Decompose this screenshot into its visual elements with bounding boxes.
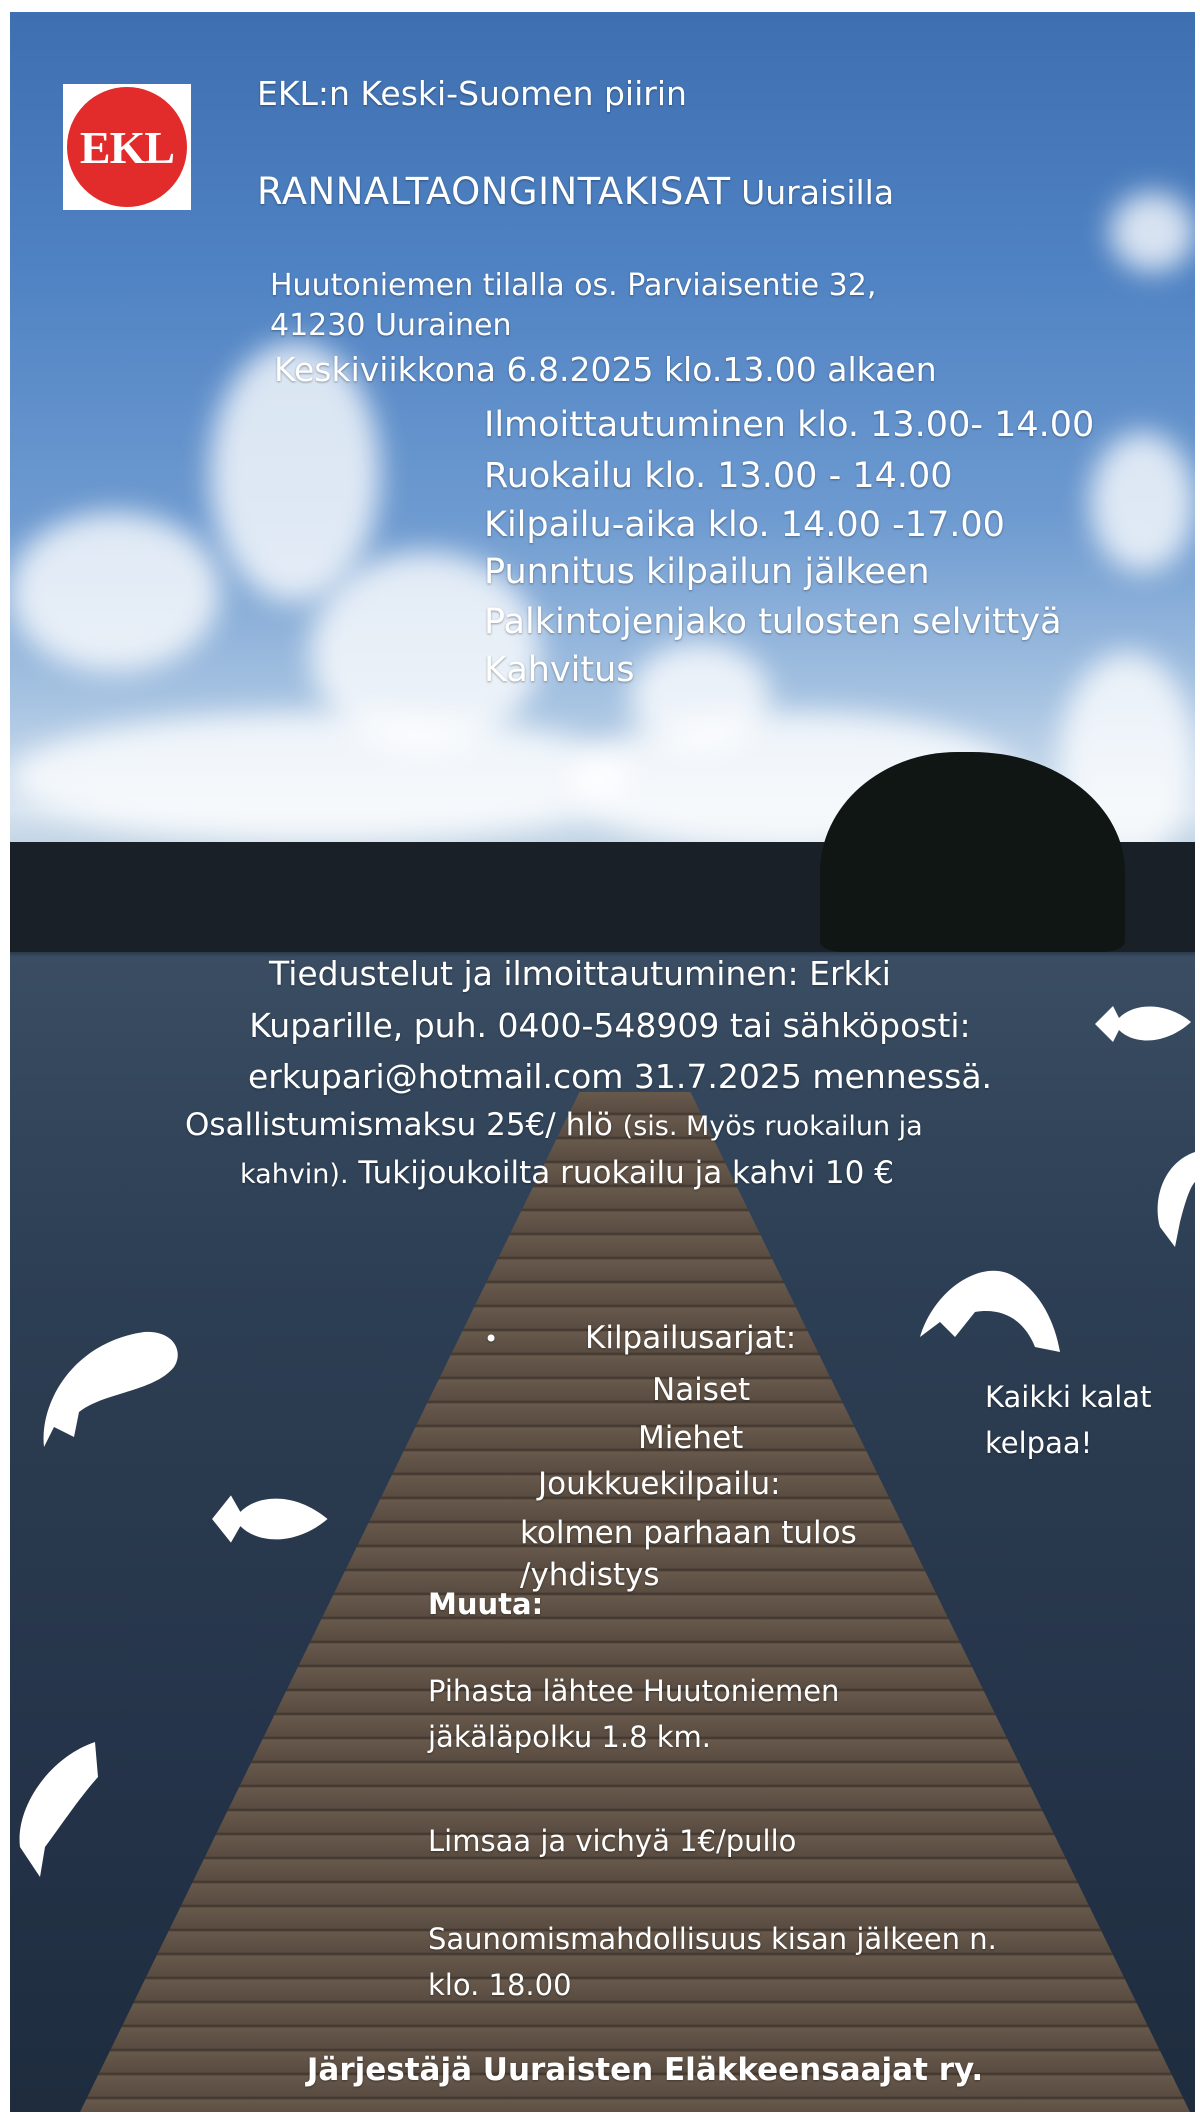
contact-email-line: erkupari@hotmail.com 31.7.2025 mennessä. xyxy=(247,1057,993,1096)
cloud xyxy=(1110,192,1195,272)
inquiries-line: Kuparille, puh. 0400-548909 tai sähköposti: xyxy=(249,1006,971,1045)
cloud xyxy=(630,642,770,752)
other-title: Muuta: xyxy=(428,1587,544,1621)
dolphin-icon xyxy=(915,1252,1065,1362)
event-name: RANNALTAONGINTAKISAT xyxy=(257,170,731,213)
support-fee-note: kahvin). xyxy=(240,1159,349,1190)
sauna-info: Saunomismahdollisuus kisan jälkeen n. xyxy=(428,1922,997,1956)
poster xyxy=(10,12,1195,2112)
fee-note: (sis. Myös ruokailun ja xyxy=(622,1111,923,1142)
address-line: Huutoniemen tilalla os. Parviaisentie 32, xyxy=(270,268,877,303)
event-title xyxy=(257,170,894,213)
trail-info: Pihasta lähtee Huutoniemen xyxy=(428,1674,840,1708)
fish-icon xyxy=(1095,996,1195,1052)
fee-text: Osallistumismaksu 25€/ hlö xyxy=(185,1107,613,1143)
schedule-item: Ilmoittautuminen klo. 13.00- 14.00 xyxy=(484,405,1095,445)
schedule-item: Kilpailu-aika klo. 14.00 -17.00 xyxy=(484,505,1005,545)
event-place: Uuraisilla xyxy=(741,173,895,212)
orca-icon xyxy=(34,1312,184,1452)
wooden-pier xyxy=(80,1092,1190,2112)
dolphin-icon xyxy=(1150,1142,1195,1252)
side-note: Kaikki kalat xyxy=(985,1380,1152,1414)
series-women: Naiset xyxy=(652,1372,751,1408)
schedule-item: Punnitus kilpailun jälkeen xyxy=(484,552,930,592)
ekl-logo xyxy=(63,84,191,210)
drinks-info: Limsaa ja vichyä 1€/pullo xyxy=(428,1824,797,1858)
support-fee-text: Tukijoukoilta ruokailu ja kahvi 10 € xyxy=(358,1155,894,1191)
support-fee-line xyxy=(240,1155,894,1191)
schedule-item: Palkintojenjako tulosten selvittyä xyxy=(484,602,1062,642)
series-title: Kilpailusarjat: xyxy=(585,1320,797,1356)
fee-line xyxy=(185,1107,923,1143)
cloud xyxy=(10,512,220,672)
date-line: Keskiviikkona 6.8.2025 klo.13.00 alkaen xyxy=(274,350,937,389)
team-rule: /yhdistys xyxy=(520,1557,660,1593)
inquiries-line: Tiedustelut ja ilmoittautuminen: Erkki xyxy=(269,954,891,993)
cloud xyxy=(10,712,630,842)
team-title: Joukkuekilpailu: xyxy=(538,1466,781,1502)
postal-line: 41230 Uurainen xyxy=(270,308,512,343)
team-rule: kolmen parhaan tulos xyxy=(520,1515,857,1551)
district-title: EKL:n Keski-Suomen piirin xyxy=(257,74,687,113)
fish-icon xyxy=(196,1486,346,1552)
schedule-item: Ruokailu klo. 13.00 - 14.00 xyxy=(484,456,953,496)
trail-info: jäkäläpolku 1.8 km. xyxy=(428,1720,712,1754)
schedule-item: Kahvitus xyxy=(484,650,635,690)
cloud xyxy=(1090,432,1195,572)
organizer: Järjestäjä Uuraisten Eläkkeensaajat ry. xyxy=(306,2052,984,2088)
sauna-info: klo. 18.00 xyxy=(428,1968,572,2002)
side-note: kelpaa! xyxy=(985,1426,1093,1460)
ekl-logo-circle: EKL xyxy=(67,87,187,207)
bullet: • xyxy=(484,1325,499,1353)
orca-icon xyxy=(10,1737,100,1882)
series-men: Miehet xyxy=(638,1420,744,1456)
